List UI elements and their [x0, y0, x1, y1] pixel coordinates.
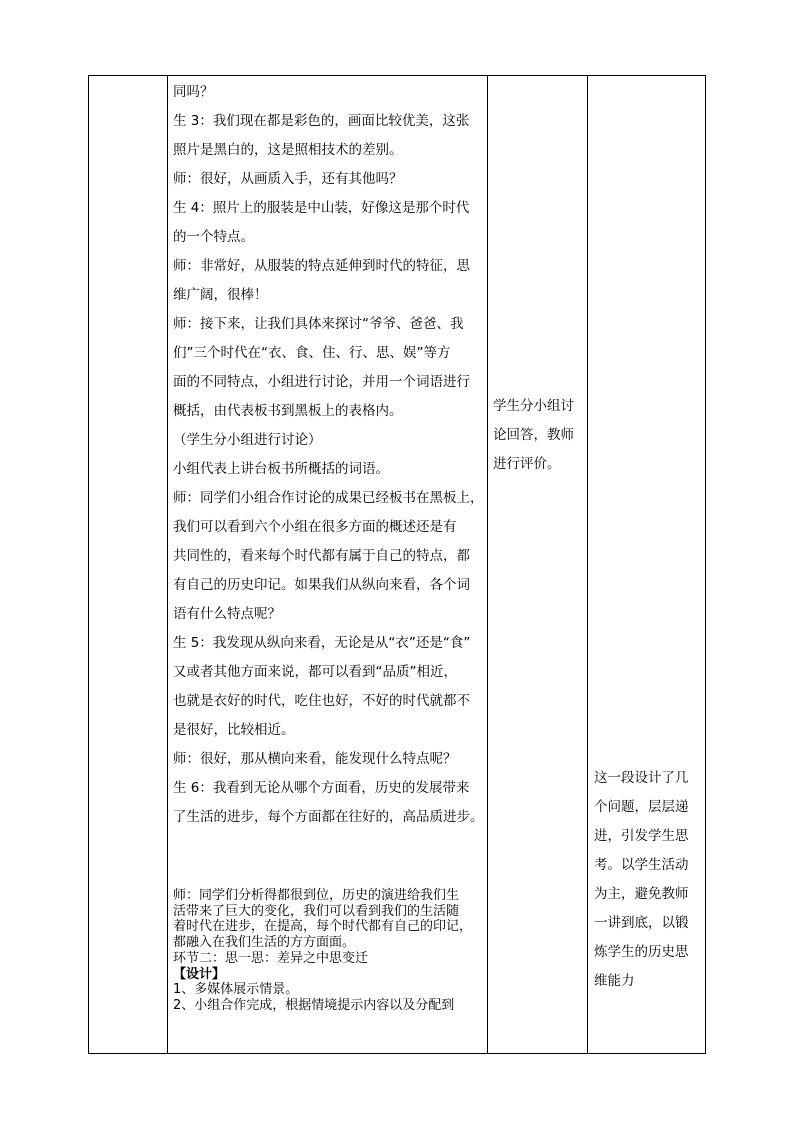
text-line: 个问题，层层递 [594, 799, 689, 815]
text-line: 维能力 [594, 973, 635, 989]
text-line: 师：接下来，让我们具体来探讨“爷爷、爸爸、我 [173, 316, 464, 332]
column-divider-2 [487, 75, 488, 1054]
text-line: 面的不同特点，小组进行讨论，并用一个词语进行 [173, 374, 470, 390]
design-intent-cell [594, 764, 704, 996]
section-heading: 环节二：思一思：差异之中思变迁 [173, 950, 369, 966]
text-line: 2、小组合作完成，根据情境提示内容以及分配到 [173, 997, 455, 1013]
teaching-process-cell-continued [173, 888, 485, 1014]
text-line: 这一段设计了几 [594, 770, 689, 786]
text-line: 着时代在进步，在提高，每个时代都有自己的印记， [173, 919, 473, 935]
table-bottom-border [88, 1053, 706, 1054]
text-line: 同吗？ [173, 84, 214, 100]
student-activity-cell [493, 392, 585, 479]
stage-column-cell [89, 76, 167, 1053]
text-line: 我们可以看到六个小组在很多方面的概述还是有 [173, 519, 457, 535]
text-line: 照片是黑白的，这是照相技术的差别。 [173, 142, 403, 158]
text-line: 为主，避免教师 [594, 886, 689, 902]
text-line: 是很好，比较相近。 [173, 722, 295, 738]
text-line: 师：非常好，从服装的特点延伸到时代的特征，思 [173, 258, 470, 274]
text-line: 生 3：我们现在都是彩色的，画面比较优美，这张 [173, 113, 470, 129]
text-line: 维广阔，很棒！ [173, 287, 268, 303]
text-line: 概括，由代表板书到黑板上的表格内。 [173, 403, 403, 419]
text-line: 共同性的，看来每个时代都有属于自己的特点，都 [173, 548, 470, 564]
text-line: 活带来了巨大的变化，我们可以看到我们的生活随 [173, 903, 460, 919]
text-line: 生 6：我看到无论从哪个方面看，历史的发展带来 [173, 780, 470, 796]
text-line: 小组代表上讲台板书所概括的词语。 [173, 461, 389, 477]
text-line: 论回答，教师 [493, 427, 574, 443]
text-line: 学生分小组讨 [493, 398, 574, 414]
text-line: 生 5：我发现从纵向来看，无论是从“衣”还是“食” [173, 635, 471, 651]
text-line: 的一个特点。 [173, 229, 254, 245]
text-line: 进行评价。 [493, 456, 561, 472]
text-line: 考。以学生活动 [594, 857, 689, 873]
text-line: 都融入在我们生活的方方面面。 [173, 935, 356, 951]
text-line: 们”三个时代在“衣、食、住、行、思、娱”等方 [173, 345, 451, 361]
text-line: 生 4：照片上的服装是中山装，好像这是那个时代 [173, 200, 470, 216]
text-line: 有自己的历史印记。如果我们从纵向来看，各个词 [173, 577, 470, 593]
text-line: 进，引发学生思 [594, 828, 689, 844]
text-line: 师：很好，从画质入手，还有其他吗？ [173, 171, 403, 187]
table-top-border [88, 75, 706, 76]
text-line: 师：很好，那从横向来看，能发现什么特点呢？ [173, 751, 457, 767]
text-line: 一讲到底，以锻 [594, 915, 689, 931]
text-line: 又或者其他方面来说，都可以看到“品质”相近， [173, 664, 457, 680]
text-line: 语有什么特点呢？ [173, 606, 281, 622]
text-line: 1、多媒体展示情景。 [173, 982, 299, 998]
text-line: （学生分小组进行讨论） [173, 432, 322, 448]
text-line: 也就是衣好的时代，吃住也好，不好的时代就都不 [173, 693, 470, 709]
teaching-process-cell [173, 78, 485, 832]
column-divider-3 [587, 75, 588, 1054]
text-line: 师：同学们分析得都很到位，历史的演进给我们生 [173, 888, 460, 903]
text-line: 炼学生的历史思 [594, 944, 689, 960]
column-divider-1 [167, 75, 168, 1054]
table-right-border [705, 75, 706, 1054]
text-line: 了生活的进步，每个方面都在往好的，高品质进步。 [173, 809, 484, 825]
design-label: 【设计】 [173, 966, 226, 982]
text-line: 师：同学们小组合作讨论的成果已经板书在黑板上， [173, 490, 484, 506]
